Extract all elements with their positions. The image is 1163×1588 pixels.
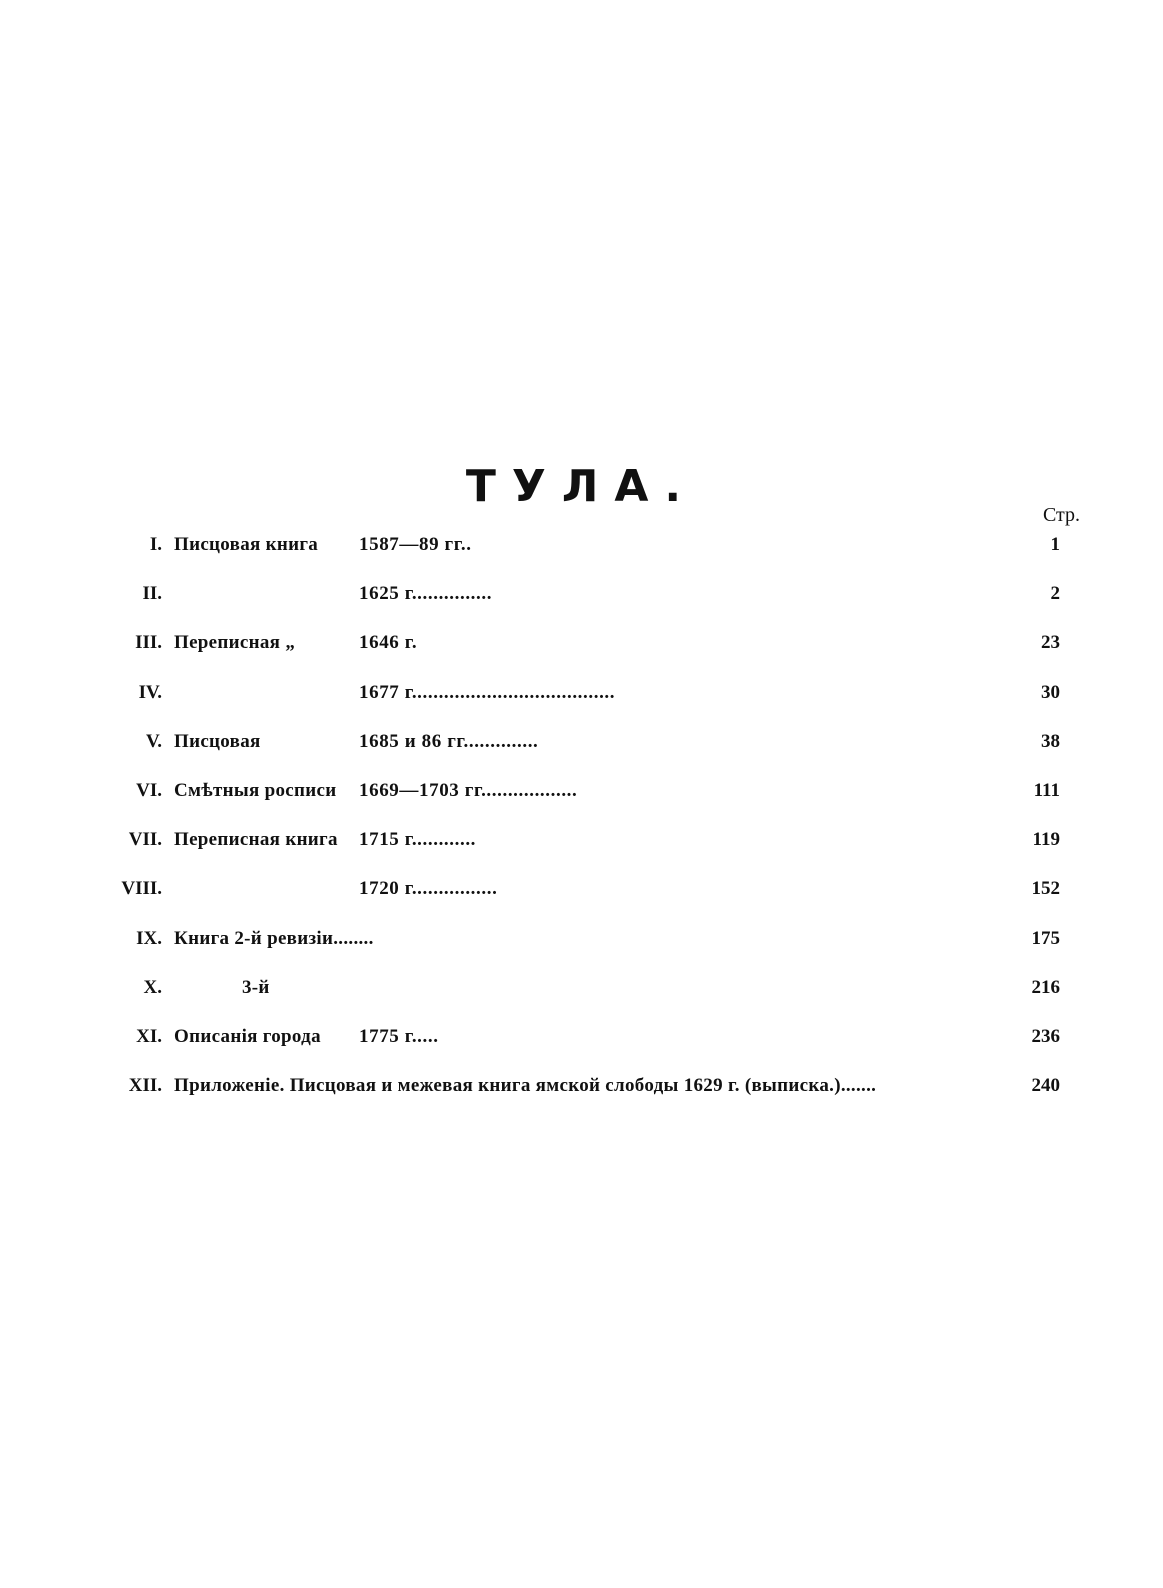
entry-page: 23 bbox=[1041, 632, 1060, 654]
page-column-label: Стр. bbox=[1042, 504, 1080, 526]
toc-entry bbox=[0, 676, 1163, 725]
entry-title: Переписная „ bbox=[174, 632, 296, 654]
entry-year: 1775 г..... bbox=[359, 1025, 439, 1047]
entry-title: Книга 2-й ревизіи........ bbox=[174, 927, 374, 949]
entry-page: 216 bbox=[1031, 976, 1060, 998]
entry-number: I. bbox=[149, 534, 162, 555]
entry-year: 1587—89 гг.. bbox=[359, 534, 472, 555]
table-of-contents bbox=[0, 528, 1163, 1118]
entry-page: 111 bbox=[1033, 779, 1060, 801]
entry-title: Писцовая bbox=[174, 730, 261, 752]
entry-page: 240 bbox=[1031, 1075, 1060, 1097]
entry-year: 1685 и 86 гг.............. bbox=[359, 730, 539, 752]
entry-year: 1646 г. bbox=[359, 632, 418, 654]
entry-number: III. bbox=[135, 632, 162, 654]
entry-title: 3-й bbox=[242, 976, 270, 998]
toc-entry bbox=[0, 872, 1163, 921]
entry-number: IV. bbox=[138, 681, 162, 703]
toc-entry bbox=[0, 725, 1163, 774]
entry-title: Писцовая книга bbox=[174, 534, 319, 555]
entry-number: XII. bbox=[128, 1075, 162, 1097]
entry-number: VI. bbox=[136, 779, 162, 801]
entry-page: 152 bbox=[1031, 878, 1060, 900]
toc-entry bbox=[0, 577, 1163, 626]
entry-page: 38 bbox=[1041, 730, 1060, 752]
entry-number: X. bbox=[143, 976, 162, 998]
page-title: ТУЛА. bbox=[465, 461, 698, 512]
toc-entry bbox=[0, 626, 1163, 675]
toc-entry bbox=[0, 971, 1163, 1020]
entry-title: Переписная книга bbox=[174, 829, 338, 851]
entry-year: 1720 г................ bbox=[359, 878, 498, 900]
entry-year: 1625 г............... bbox=[359, 583, 493, 605]
entry-number: V. bbox=[145, 730, 162, 752]
entry-page: 2 bbox=[1050, 583, 1060, 605]
entry-number: VIII. bbox=[121, 878, 162, 900]
toc-entry bbox=[0, 774, 1163, 823]
entry-number: VII. bbox=[128, 829, 162, 851]
entry-number: IX. bbox=[136, 927, 162, 949]
toc-entry bbox=[0, 1020, 1163, 1069]
toc-entry bbox=[0, 1069, 1163, 1118]
entry-title: Смѣтныя росписи bbox=[174, 779, 337, 801]
entry-year: 1669—1703 гг.................. bbox=[359, 779, 578, 801]
entry-page: 175 bbox=[1031, 927, 1060, 949]
entry-page: 119 bbox=[1032, 829, 1060, 851]
entry-page: 30 bbox=[1041, 681, 1060, 703]
entry-title: Приложеніе. Писцовая и межевая книга ямской слободы 1629 г. (выписка.)....... bbox=[174, 1075, 877, 1097]
entry-page: 236 bbox=[1031, 1025, 1060, 1047]
toc-entry bbox=[0, 823, 1163, 872]
entry-page: 1 bbox=[1050, 534, 1060, 555]
toc-entry bbox=[0, 922, 1163, 971]
toc-entry bbox=[0, 528, 1163, 577]
entry-number: II. bbox=[142, 583, 162, 605]
entry-year: 1677 г...................................... bbox=[359, 681, 616, 703]
entry-year: 1715 г............ bbox=[359, 829, 477, 851]
entry-title: Описанія города bbox=[174, 1025, 321, 1047]
entry-number: XI. bbox=[136, 1025, 162, 1047]
